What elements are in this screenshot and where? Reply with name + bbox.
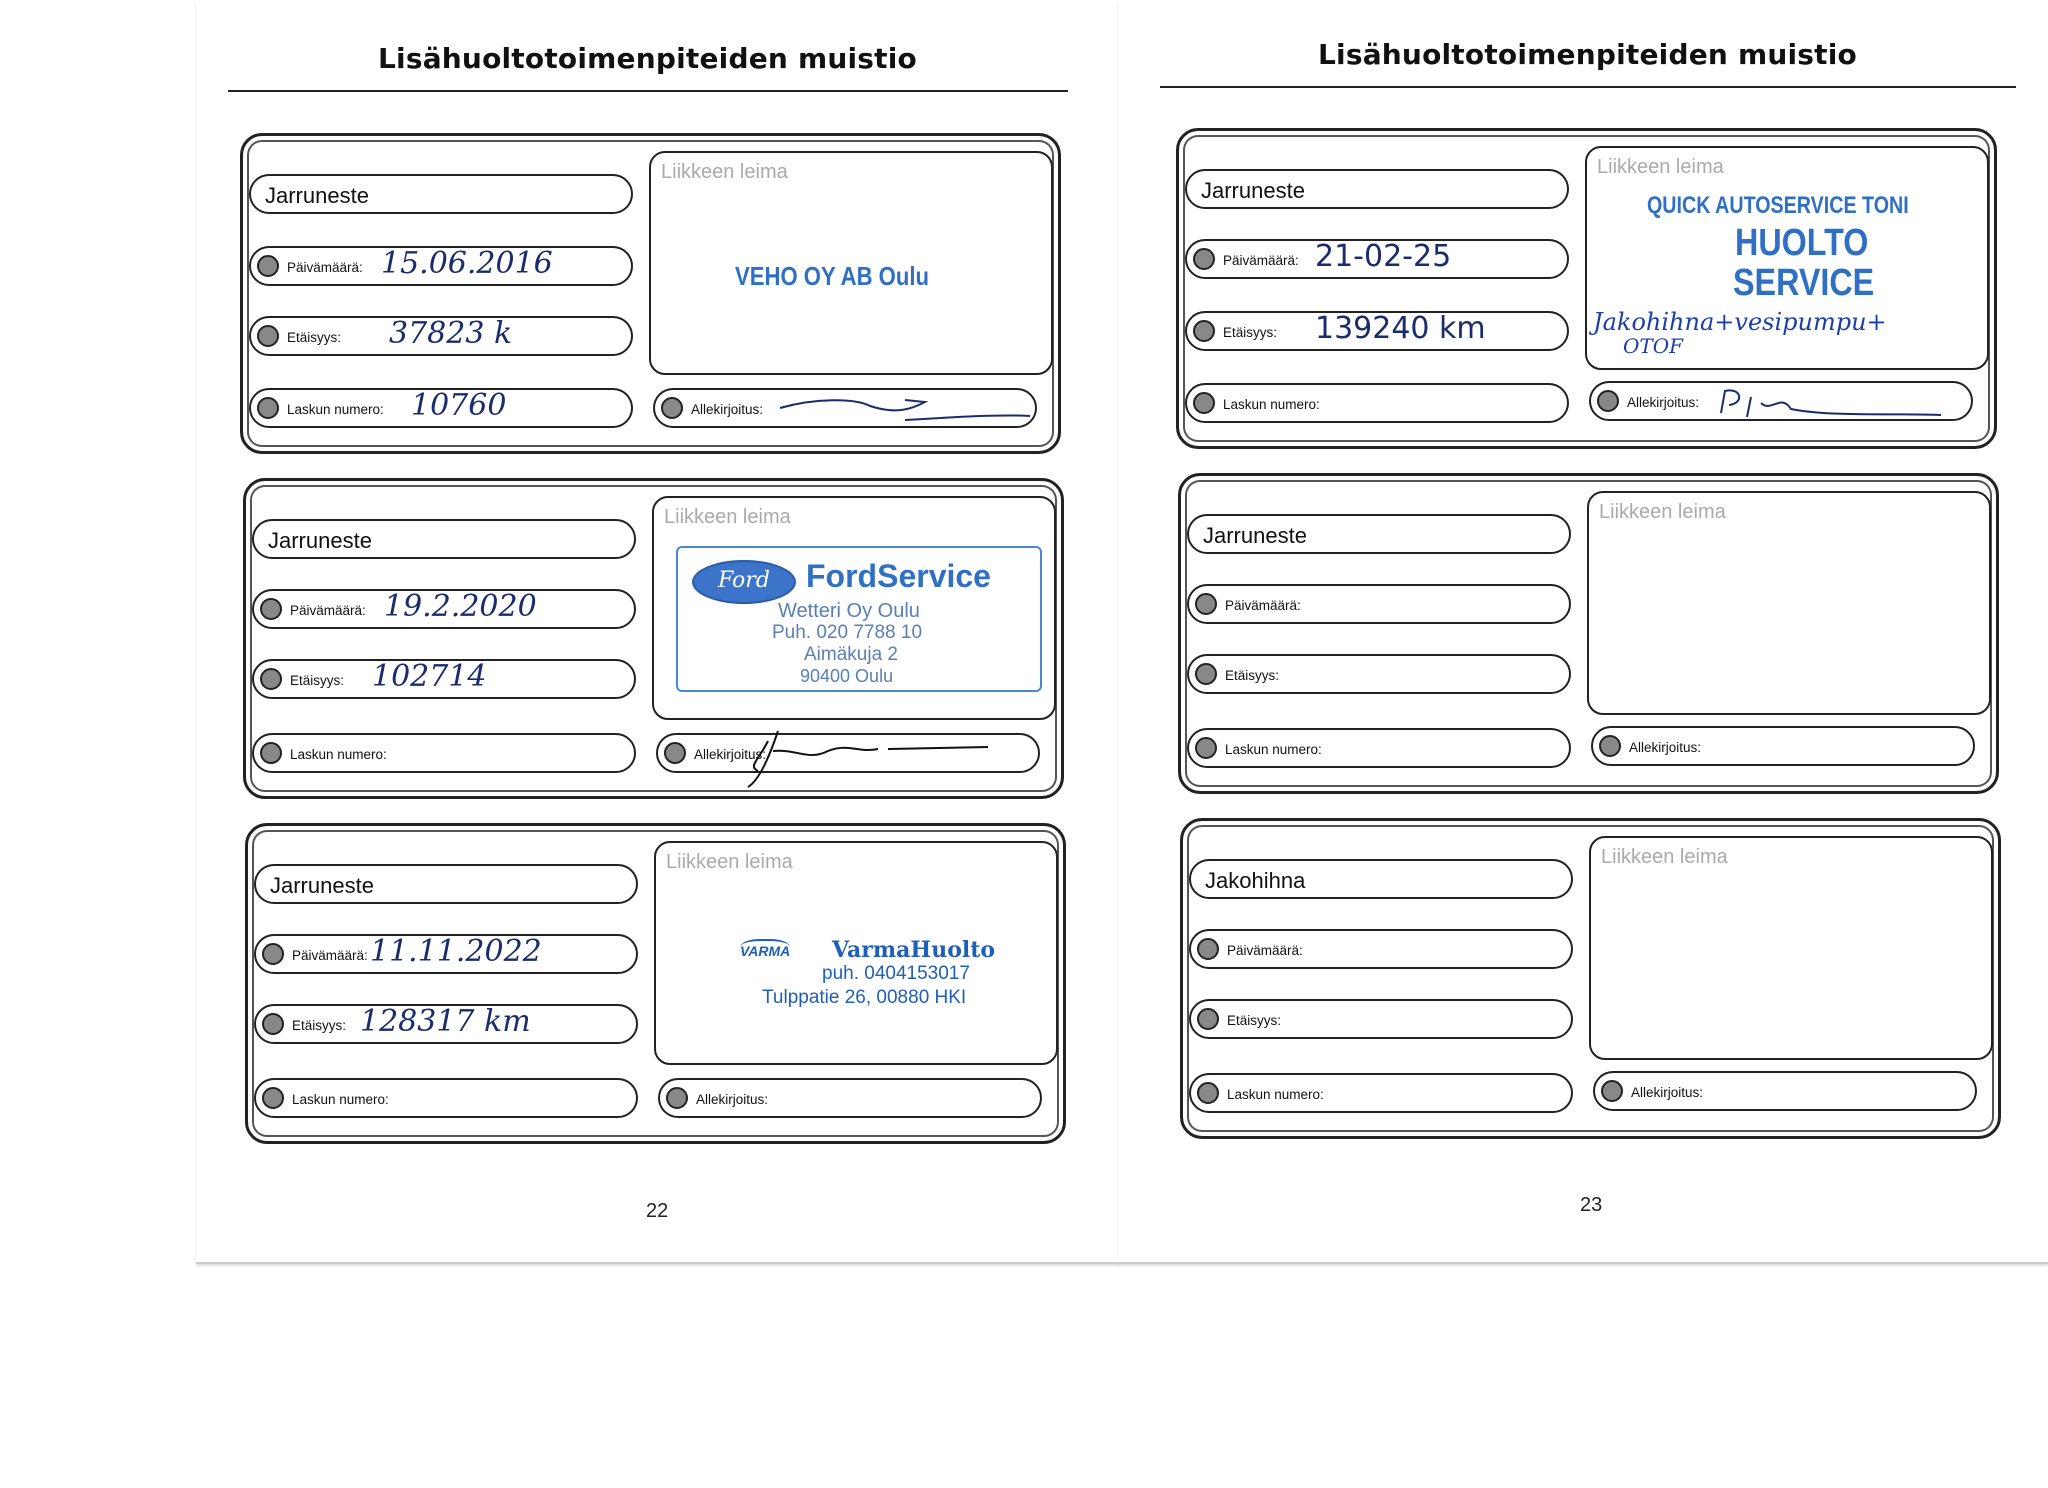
- checkbox-icon[interactable]: [262, 1013, 284, 1035]
- distance-field[interactable]: [1185, 311, 1569, 351]
- service-name: Jarruneste: [1203, 523, 1307, 548]
- date-field[interactable]: [252, 589, 636, 629]
- invoice-value: 10760: [411, 388, 507, 423]
- service-card-3: [245, 823, 1066, 1144]
- stamp-box: [652, 496, 1056, 720]
- distance-field[interactable]: [1189, 999, 1573, 1039]
- stamp-line: Tulppatie 26, 00880 HKI: [762, 987, 967, 1008]
- date-value: 11.11.2022: [370, 934, 542, 969]
- invoice-field[interactable]: [249, 388, 633, 428]
- stamp-line: 90400 Oulu: [800, 666, 894, 686]
- distance-value: 128317 km: [360, 1004, 531, 1039]
- checkbox-icon[interactable]: [1599, 735, 1621, 757]
- stamp-brand: FordService: [806, 558, 991, 594]
- signature-field[interactable]: [1593, 1071, 1977, 1111]
- service-name-pill: [1185, 169, 1569, 209]
- title-divider: [1160, 86, 2016, 88]
- stamp-box: [1587, 491, 1991, 715]
- ford-stamp: [676, 546, 1042, 692]
- service-name: Jakohihna: [1205, 868, 1306, 893]
- checkbox-icon[interactable]: [1197, 1082, 1219, 1104]
- checkbox-icon[interactable]: [1193, 248, 1215, 270]
- invoice-label: Laskun numero:: [287, 402, 384, 417]
- checkbox-icon[interactable]: [1195, 737, 1217, 759]
- date-value: 19.2.2020: [384, 589, 537, 624]
- checkbox-icon[interactable]: [257, 397, 279, 419]
- checkbox-icon[interactable]: [260, 668, 282, 690]
- date-field[interactable]: [1185, 239, 1569, 279]
- stamp-label: Liikkeen leima: [664, 506, 791, 528]
- handwritten-note: OTOF: [1623, 334, 1684, 358]
- checkbox-icon[interactable]: [1195, 593, 1217, 615]
- distance-field[interactable]: [1187, 654, 1571, 694]
- stamp-box: [649, 151, 1053, 375]
- stamp-line: SERVICE: [1733, 262, 1875, 304]
- checkbox-icon[interactable]: [664, 742, 686, 764]
- stamp-dealer: QUICK AUTOSERVICE TONI: [1647, 192, 1909, 219]
- title-divider: [228, 90, 1068, 92]
- date-value: 21-02-25: [1315, 239, 1452, 274]
- signature-field[interactable]: [1589, 381, 1973, 421]
- page-number: 23: [1580, 1194, 1603, 1216]
- service-name: Jarruneste: [268, 528, 372, 553]
- stamp-label: Liikkeen leima: [1597, 156, 1724, 178]
- stamp-line: HUOLTO: [1735, 222, 1869, 264]
- date-label: Päivämäärä:: [290, 603, 366, 618]
- invoice-label: Laskun numero:: [1225, 742, 1322, 757]
- stamp-brand: VarmaHuolto: [832, 937, 996, 963]
- service-name-pill: [249, 174, 633, 214]
- stamp-box: [654, 841, 1058, 1065]
- service-card-6: [1180, 818, 2001, 1139]
- checkbox-icon[interactable]: [262, 1087, 284, 1109]
- checkbox-icon[interactable]: [666, 1087, 688, 1109]
- invoice-field[interactable]: [1185, 383, 1569, 423]
- invoice-label: Laskun numero:: [1223, 397, 1320, 412]
- distance-label: Etäisyys:: [290, 673, 345, 688]
- signature-scribble: [775, 390, 1035, 426]
- stamp-label: Liikkeen leima: [666, 851, 793, 873]
- signature-scribble: [738, 721, 998, 791]
- stamp-line: puh. 0404153017: [822, 963, 970, 984]
- signature-field[interactable]: [656, 733, 1040, 773]
- date-field[interactable]: [254, 934, 638, 974]
- service-name-pill: [1187, 514, 1571, 554]
- date-field[interactable]: [1187, 584, 1571, 624]
- checkbox-icon[interactable]: [1601, 1080, 1623, 1102]
- date-value: 15.06.2016: [381, 246, 553, 281]
- stamp-line: Aimäkuja 2: [804, 644, 898, 665]
- checkbox-icon[interactable]: [257, 325, 279, 347]
- distance-value: 102714: [372, 659, 487, 694]
- service-card-5: [1178, 473, 1999, 794]
- date-label: Päivämäärä:: [1223, 253, 1299, 268]
- checkbox-icon[interactable]: [1597, 390, 1619, 412]
- date-field[interactable]: [1189, 929, 1573, 969]
- date-label: Päivämäärä:: [1225, 598, 1301, 613]
- service-name: Jarruneste: [270, 873, 374, 898]
- handwritten-note: Jakohihna+vesipumpu+: [1593, 308, 1887, 336]
- checkbox-icon[interactable]: [1197, 1008, 1219, 1030]
- right-page: [1118, 0, 2048, 1264]
- checkbox-icon[interactable]: [260, 598, 282, 620]
- page-title: Lisähuoltotoimenpiteiden muistio: [378, 42, 917, 75]
- checkbox-icon[interactable]: [661, 397, 683, 419]
- signature-label: Allekirjoitus:: [1627, 395, 1700, 410]
- service-name: Jarruneste: [1201, 178, 1305, 203]
- signature-scribble: [1711, 383, 1951, 427]
- invoice-label: Laskun numero:: [292, 1092, 389, 1107]
- distance-label: Etäisyys:: [1223, 325, 1278, 340]
- distance-field[interactable]: [249, 316, 633, 356]
- signature-field[interactable]: [653, 388, 1037, 428]
- service-name: Jarruneste: [265, 183, 369, 208]
- invoice-field[interactable]: [1187, 728, 1571, 768]
- stamp-label: Liikkeen leima: [1601, 846, 1728, 868]
- service-name-pill: [254, 864, 638, 904]
- invoice-field[interactable]: [1189, 1073, 1573, 1113]
- signature-label: Allekirjoitus:: [696, 1092, 769, 1107]
- stamp-dealer: VEHO OY AB Oulu: [735, 261, 930, 291]
- distance-value: 139240 km: [1315, 311, 1486, 346]
- stamp-box: [1589, 836, 1993, 1060]
- distance-label: Etäisyys:: [1225, 668, 1280, 683]
- signature-label: Allekirjoitus:: [691, 402, 764, 417]
- ford-logo-icon: Ford: [692, 560, 796, 604]
- checkbox-icon[interactable]: [1193, 392, 1215, 414]
- date-field[interactable]: [249, 246, 633, 286]
- page-number: 22: [646, 1200, 669, 1222]
- distance-label: Etäisyys:: [287, 330, 342, 345]
- service-card-2: [243, 478, 1064, 799]
- signature-field[interactable]: [658, 1078, 1042, 1118]
- invoice-label: Laskun numero:: [1227, 1087, 1324, 1102]
- distance-value: 37823 k: [389, 316, 513, 351]
- date-label: Päivämäärä:: [287, 260, 363, 275]
- distance-label: Etäisyys:: [1227, 1013, 1282, 1028]
- stamp-label: Liikkeen leima: [1599, 501, 1726, 523]
- checkbox-icon[interactable]: [262, 943, 284, 965]
- stamp-label: Liikkeen leima: [661, 161, 788, 183]
- distance-label: Etäisyys:: [292, 1018, 347, 1033]
- service-name-pill: [1189, 859, 1573, 899]
- stamp-box: [1585, 146, 1989, 370]
- invoice-field[interactable]: [254, 1078, 638, 1118]
- page-title: Lisähuoltotoimenpiteiden muistio: [1318, 38, 1857, 71]
- varma-logo-icon: VARMA: [740, 939, 790, 959]
- left-page: [196, 0, 1120, 1264]
- checkbox-icon[interactable]: [257, 255, 279, 277]
- distance-field[interactable]: [252, 659, 636, 699]
- checkbox-icon[interactable]: [1197, 938, 1219, 960]
- service-card-4: [1176, 128, 1997, 449]
- signature-field[interactable]: [1591, 726, 1975, 766]
- checkbox-icon[interactable]: [260, 742, 282, 764]
- invoice-label: Laskun numero:: [290, 747, 387, 762]
- distance-field[interactable]: [254, 1004, 638, 1044]
- signature-label: Allekirjoitus:: [1631, 1085, 1704, 1100]
- signature-label: Allekirjoitus:: [694, 747, 767, 762]
- invoice-field[interactable]: [252, 733, 636, 773]
- checkbox-icon[interactable]: [1193, 320, 1215, 342]
- date-label: Päivämäärä:: [1227, 943, 1303, 958]
- checkbox-icon[interactable]: [1195, 663, 1217, 685]
- date-label: Päivämäärä:: [292, 948, 368, 963]
- service-card-1: [240, 133, 1061, 454]
- stamp-line: Wetteri Oy Oulu: [778, 600, 920, 622]
- stamp-line: Puh. 020 7788 10: [772, 622, 923, 643]
- signature-label: Allekirjoitus:: [1629, 740, 1702, 755]
- service-name-pill: [252, 519, 636, 559]
